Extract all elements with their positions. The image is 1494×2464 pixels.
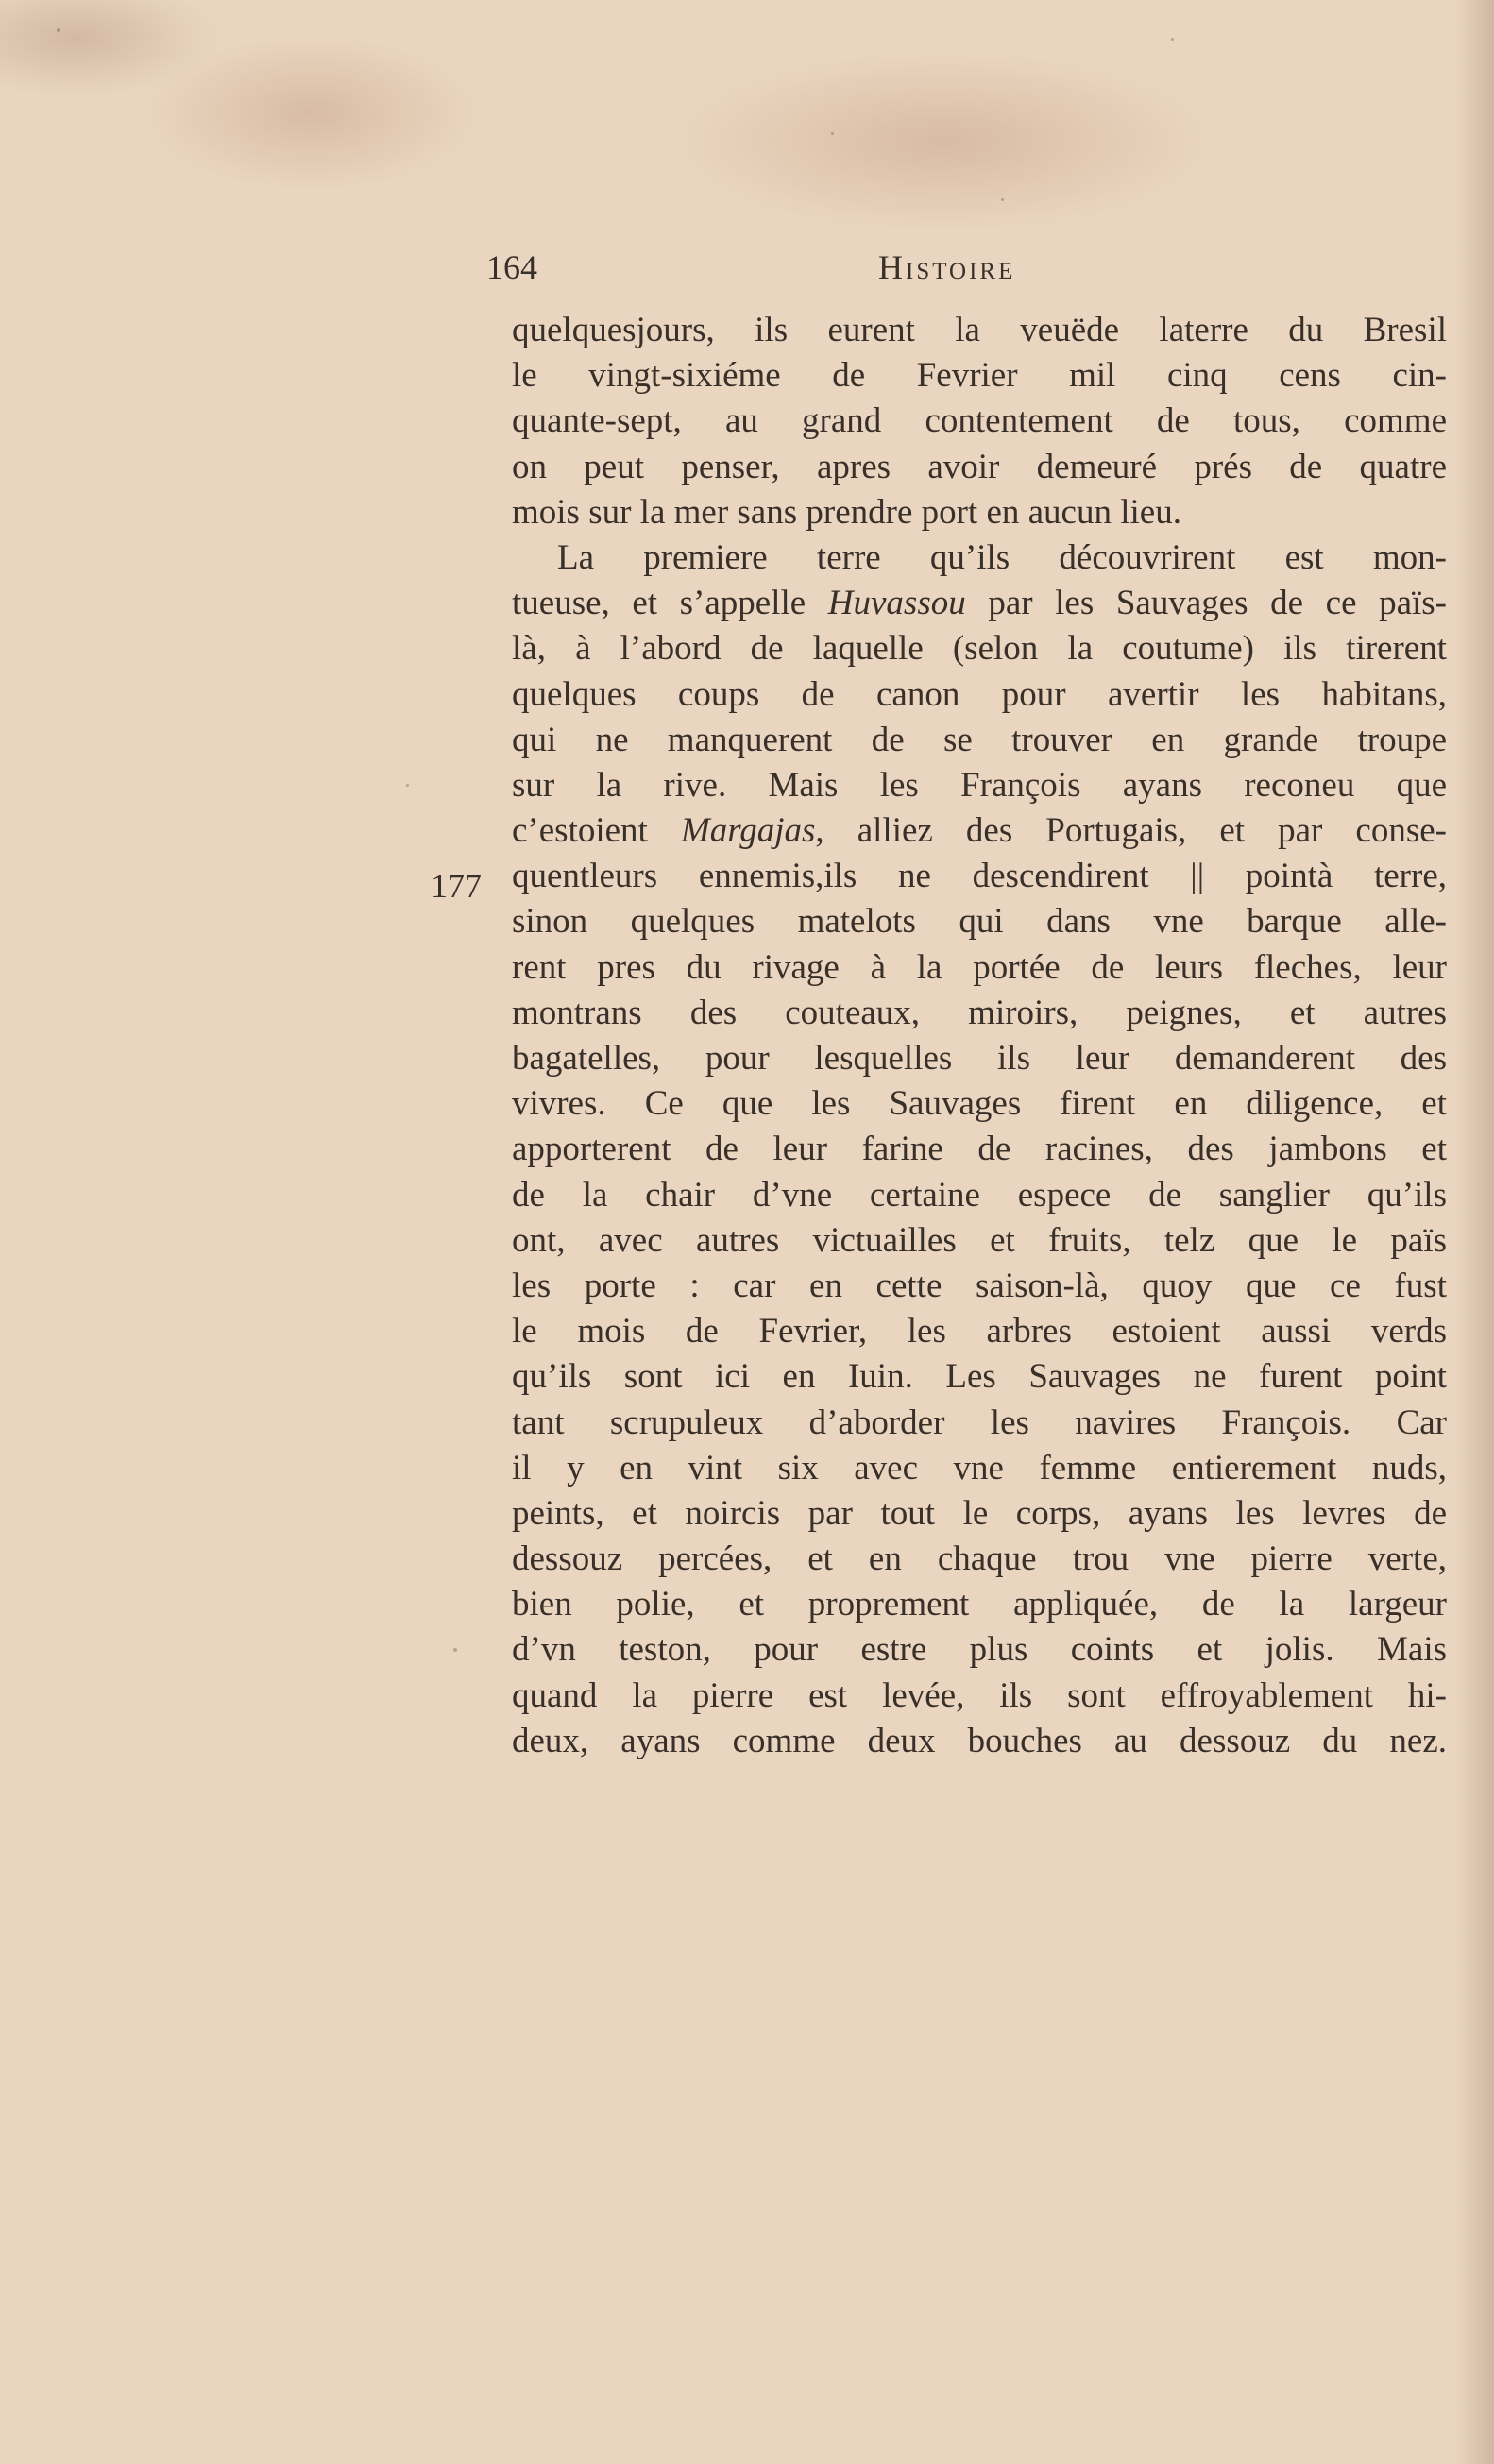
text-line: deux, ayans comme deux bouches au dessouz du nez. — [512, 1721, 1447, 1760]
text-run: c’estoient — [512, 811, 681, 851]
paper-speck — [406, 784, 409, 787]
text-line: quelquesjours, ils eurent la veuëde laterre du Bresil — [512, 311, 1447, 349]
text-line: quelques coups de canon pour avertir les habitans, — [512, 674, 1447, 714]
paper-speck — [831, 132, 834, 135]
text-line: d’vn teston, pour estre plus coints et jolis. Mais — [512, 1630, 1447, 1670]
place-name: Huvassou — [827, 584, 966, 623]
text-line: La premiere terre qu’ils découvrirent est mon- — [557, 537, 1447, 577]
text-line: qui ne manquerent de se trouver en grande troupe — [512, 720, 1447, 759]
text-line: quante-sept, au grand contentement de tous, comme — [512, 401, 1447, 441]
page-number: 164 — [486, 248, 537, 286]
text-line: sinon quelques matelots qui dans vne barque alle- — [512, 902, 1447, 942]
text-line: de la chair d’vne certaine espece de sanglier qu’ils — [512, 1175, 1447, 1215]
text-line: là, à l’abord de laquelle (selon la coutume) ils tirerent — [512, 629, 1447, 669]
text-line: rent pres du rivage à la portée de leurs fleches, leur — [512, 947, 1447, 987]
text-line — [512, 581, 1447, 626]
text-line — [512, 808, 1447, 854]
text-line: quand la pierre est levée, ils sont effroyablement hi- — [512, 1675, 1447, 1715]
text-line: il y en vint six avec vne femme entierement nuds, — [512, 1448, 1447, 1487]
text-line: vivres. Ce que les Sauvages firent en diligence, et — [512, 1084, 1447, 1124]
text-line: tant scrupuleux d’aborder les navires François. Car — [512, 1402, 1447, 1442]
text-line: le vingt-sixiéme de Fevrier mil cinq cens cin- — [512, 356, 1447, 396]
text-line: montrans des couteaux, miroirs, peignes, et autres — [512, 993, 1447, 1032]
text-line: peints, et noircis par tout le corps, ayans les levres de — [512, 1493, 1447, 1533]
text-run: tueuse, et s’appelle — [512, 584, 828, 623]
text-line: qu’ils sont ici en Iuin. Les Sauvages ne furent point — [512, 1357, 1447, 1397]
text-line: dessouz percées, et en chaque trou vne pierre verte, — [512, 1539, 1447, 1579]
running-title: Histoire — [878, 248, 1016, 286]
text-line: apporterent de leur farine de racines, des jambons et — [512, 1130, 1447, 1169]
body-text — [512, 308, 1447, 1764]
text-line: sur la rive. Mais les François ayans reconeu que — [512, 765, 1447, 805]
text-run: par les Sauvages de ce païs- — [965, 584, 1448, 623]
margin-line-number: 177 — [431, 867, 482, 905]
text-line: le mois de Fevrier, les arbres estoient aussi verds — [512, 1312, 1447, 1351]
running-head — [486, 244, 1147, 291]
tribe-name: Margajas — [680, 811, 816, 851]
text-line: les porte : car en cette saison-là, quoy que ce fust — [512, 1266, 1447, 1305]
text-run: , alliez des Portugais, et par conse- — [815, 811, 1448, 851]
paper-speck — [57, 28, 60, 32]
text-line: on peut penser, apres avoir demeuré prés de quatre — [512, 447, 1447, 486]
text-line: quentleurs ennemis,ils ne descendirent || pointà terre, — [512, 857, 1447, 896]
paper-speck — [1171, 38, 1174, 41]
paper-speck — [1001, 198, 1004, 201]
paper-speck — [453, 1648, 457, 1652]
text-line: mois sur la mer sans prendre port en aucun lieu. — [512, 492, 1181, 532]
text-line: bagatelles, pour lesquelles ils leur demanderent des — [512, 1039, 1447, 1078]
text-line: bien polie, et proprement appliquée, de la largeur — [512, 1585, 1447, 1624]
text-line: ont, avec autres victuailles et fruits, telz que le païs — [512, 1220, 1447, 1260]
